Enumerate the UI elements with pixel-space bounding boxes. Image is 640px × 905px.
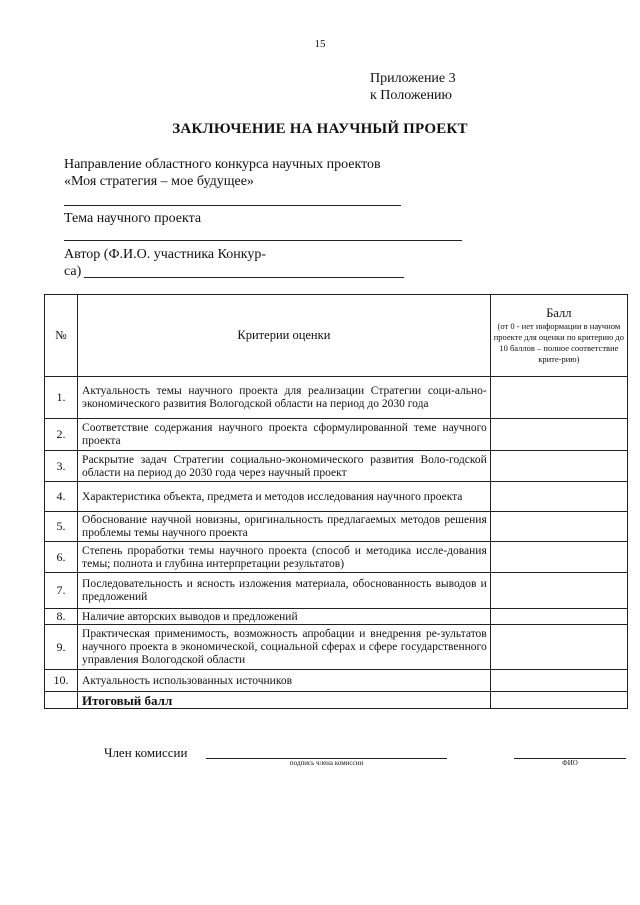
document-title: ЗАКЛЮЧЕНИЕ НА НАУЧНЫЙ ПРОЕКТ xyxy=(172,121,468,137)
signature-label: Член комиссии xyxy=(104,745,188,760)
table-row xyxy=(45,625,628,670)
signature-caption: подпись члена комиссии xyxy=(289,759,364,767)
score-note: (от 0 - нет информации в научном проекте для оценки по критерию до 10 баллов – полное соответствие крите-рию) xyxy=(493,320,625,364)
row-number: 5. xyxy=(45,512,78,542)
row-criterion: Актуальность использованных источников xyxy=(78,670,491,692)
row-score-cell[interactable] xyxy=(490,625,627,670)
row-number: 2. xyxy=(45,419,78,451)
row-score-cell[interactable] xyxy=(490,419,627,451)
page-number: 15 xyxy=(314,38,326,50)
annex-line-2: к Положению xyxy=(370,88,453,103)
row-criterion: Характеристика объекта, предмета и методов исследования научного проекта xyxy=(78,482,491,512)
table-row xyxy=(45,419,628,451)
row-score-cell[interactable] xyxy=(490,482,627,512)
author-line-2: са) xyxy=(64,264,82,279)
table-row xyxy=(45,573,628,609)
author-underline xyxy=(84,277,404,278)
row-number: 10. xyxy=(45,670,78,692)
row-number: 8. xyxy=(45,609,78,625)
direction-underline xyxy=(64,205,401,206)
table-row xyxy=(45,451,628,482)
direction-label xyxy=(64,156,381,190)
score-title: Балл xyxy=(546,305,572,320)
table-header-row xyxy=(45,295,628,377)
total-number-cell xyxy=(45,692,78,709)
row-number: 4. xyxy=(45,482,78,512)
annex-block xyxy=(370,70,456,104)
row-criterion: Последовательность и ясность изложения материала, обоснованность выводов и предложений xyxy=(78,573,491,609)
total-row xyxy=(45,692,628,709)
table-row xyxy=(45,377,628,419)
table-row xyxy=(45,609,628,625)
row-criterion: Обоснование научной новизны, оригинальность предлагаемых методов решения проблемы темы научного проекта xyxy=(78,512,491,542)
row-number: 7. xyxy=(45,573,78,609)
table-row xyxy=(45,670,628,692)
header-criteria: Критерии оценки xyxy=(78,295,491,377)
table-row xyxy=(45,542,628,573)
annex-line-1: Приложение 3 xyxy=(370,71,456,86)
author-line-1: Автор (Ф.И.О. участника Конкур- xyxy=(64,247,267,262)
row-criterion: Наличие авторских выводов и предложений xyxy=(78,609,491,625)
row-criterion: Соответствие содержания научного проекта сформулированной теме научного проекта xyxy=(78,419,491,451)
row-criterion: Практическая применимость, возможность апробации и внедрения ре-зультатов научного проекта в экономической, социальной сферах и сфере государственного управления Вологодской области xyxy=(78,625,491,670)
row-score-cell[interactable] xyxy=(490,609,627,625)
criteria-table xyxy=(44,294,628,709)
header-number: № xyxy=(45,295,78,377)
row-number: 1. xyxy=(45,377,78,419)
row-number: 3. xyxy=(45,451,78,482)
total-score-cell[interactable] xyxy=(490,692,627,709)
row-score-cell[interactable] xyxy=(490,542,627,573)
direction-line-2: «Моя стратегия – мое будущее» xyxy=(64,174,254,189)
row-number: 9. xyxy=(45,625,78,670)
row-criterion: Раскрытие задач Стратегии социально-экономического развития Воло-годской области на период до 2030 года через научный проект xyxy=(78,451,491,482)
row-score-cell[interactable] xyxy=(490,451,627,482)
table-row xyxy=(45,512,628,542)
topic-label: Тема научного проекта xyxy=(64,211,202,226)
row-score-cell[interactable] xyxy=(490,377,627,419)
topic-underline xyxy=(64,240,462,241)
author-label xyxy=(64,246,266,280)
row-number: 6. xyxy=(45,542,78,573)
row-score-cell[interactable] xyxy=(490,512,627,542)
row-criterion: Степень проработки темы научного проекта (способ и методика иссле-дования темы; полнота и глубина интерпретации результатов) xyxy=(78,542,491,573)
header-score xyxy=(490,295,627,377)
row-criterion: Актуальность темы научного проекта для реализации Стратегии соци-ально-экономического развития Вологодской области на период до 2030 года xyxy=(78,377,491,419)
direction-line-1: Направление областного конкурса научных проектов xyxy=(64,157,381,172)
row-score-cell[interactable] xyxy=(490,670,627,692)
table-row xyxy=(45,482,628,512)
total-label: Итоговый балл xyxy=(78,692,491,709)
name-caption: ФИО xyxy=(562,759,578,767)
row-score-cell[interactable] xyxy=(490,573,627,609)
